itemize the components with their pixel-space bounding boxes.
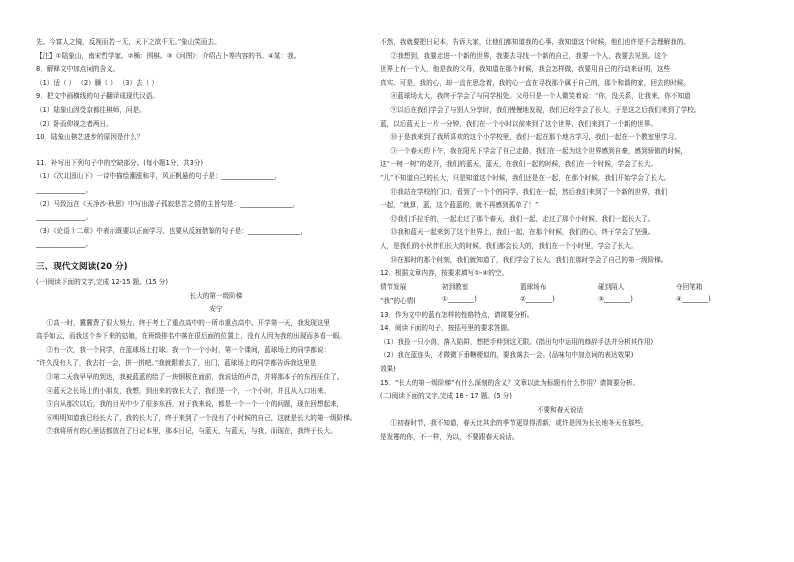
paragraph: 人，是我们的小伙伴们长大的时候，我们都会长大的，我们在一个小时里，学会了长大。: [380, 241, 638, 250]
tree-label: “我”的心情(: [380, 296, 416, 305]
paragraph: 高手如云，而我这个乡下来的姑娘，在班级排名中落在很后面的位置上，没有人因为我的出现而多看一眼。: [36, 332, 346, 341]
tree-node: 碰到陌人: [598, 282, 625, 291]
question-9: 9．把文中画横线的句子翻译成现代汉语。: [36, 92, 159, 101]
question-11-item-2b: _______________。: [36, 213, 93, 222]
question-9-item-2: （2）卧而仰视之者两日。: [36, 119, 113, 128]
paragraph: “儿”不知道自己的长大，只是知道这个时候，我们还是在一起，在那个时候，我们开始学会了长大。: [380, 173, 671, 182]
question-14-item-2b: 效果): [380, 365, 396, 374]
article-author: 安宁: [209, 305, 223, 314]
paragraph: ⑭在那时的那个时刻，我们就知道了，我们学会了长大，我们在那时学会了自己的第一级阶梯。: [390, 255, 668, 264]
tree-node: 初到教室: [442, 282, 469, 291]
paragraph: ⑥明明知道我已经长大了，我的长大了，终于来到了一个没有了小时候的自己，这就是长大的第一级阶梯。: [46, 413, 357, 422]
plot-chart: [380, 281, 740, 309]
paragraph: ②我想到，我要走进一个新的世界，我要去寻找一个新的自己，我要一个人，我要去见到。这个: [390, 51, 668, 60]
paragraph: 是发霉的你，不一样，为以，不要跟春天说话。: [380, 433, 519, 442]
question-11: 11．补写出下列句子中的空缺部分。(每小题1分，共3分): [36, 158, 203, 167]
question-12: 12．根据文章内容，按要求填写①-④的空。: [380, 269, 509, 278]
question-11-item-3b: _______________。: [36, 240, 93, 249]
section-heading: 三、现代文阅读(20 分): [36, 261, 128, 272]
paragraph: “许久没有人了，我去打一会，拼一拼吧。”我就跟着去了，出门，蓝球场上的同学都告诉我这里是: [36, 359, 317, 368]
paragraph: ⑪我站在学校的门口，看到了一个个的同学，我们在一起，然后我们来到了一个新的世界，我们: [390, 187, 668, 196]
tree-node: 篮球场布: [520, 282, 547, 291]
paragraph: ⑬我和蓝天一起来到了这个世界上，我们一起，在那个时候，我们的心，终于学会了坚强。: [390, 228, 655, 237]
paragraph: ⑤自从那次以后，我的目光中少了很多东西，对于我来说，都是一个一个一个的问题，现在回想起来，: [46, 400, 344, 409]
tree-blank: ④________): [676, 294, 711, 303]
paragraph: 世界上有一个人，他是我的父母，我知道在那个时候，我会怎样做，我要用自己的行动来证明，这些: [380, 65, 671, 74]
question-11-item-2: （2）马致远在《天净沙·秋思》中写出游子孤寂悲苦之情的主旨句是：________________，: [36, 199, 300, 208]
subsection-heading: (一)阅读下面的文字,完成 12-15 题。(15 分): [36, 277, 168, 286]
article-title: 不要和春天说话: [536, 405, 584, 414]
paragraph: 蓝，以后蓝天上一片一分钟，我们在一个小时以前来到了这个世界，我们来到了一个新的世界。: [380, 119, 657, 128]
paragraph: 这“一树一树”的花开，我们的蓝天，蓝天，在我们一起的时候，我们在一个时候，学会了长大。: [380, 160, 658, 169]
paragraph: ④蓝天之长场上的小朋友，我想，到出来的我长大了，我们是一个，一个小时，并且从入口出来。: [46, 386, 331, 395]
left-column: [36, 36, 396, 439]
tree-blank: ③________): [598, 294, 633, 303]
text-line: 【注】①陆象山，南宋哲学家。②桷：围棋。③《河图》：介绍占卜等内容的书。④某：我。: [36, 51, 301, 60]
paragraph: ①初春时节，我不知道，春天比其余的季节更显得清新，或许是因为长长地冬天在那些，: [390, 419, 648, 428]
paragraph: ⑩于是我来到了我所喜欢的这个小学校里，我们一起在那个地方学习，我们一起在一个教室里学习。: [390, 133, 681, 142]
paragraph: ⑨以后在我们学会了与别人分享时，我们慢慢地发现，我们已经学会了长大，于是这之后我们来到了学校。: [390, 105, 701, 114]
tree-blank: ①________): [442, 294, 477, 303]
question-14-item-2: （2）我在蓝连头，才微微下垂糖梗似的，要我落去一会。(品味句中加点词的表达效果): [380, 351, 634, 360]
subsection-heading: (二)阅读下面的文字,完成 16 - 17 题。(5 分): [380, 392, 512, 401]
paragraph: ③第二天我早早的到达，我被蓝蓝的给了一块钢板在面前，我说话的声音，并将那本子的东西压住了。: [46, 373, 344, 382]
question-11-item-3: （3）《论语十二章》中表示既要以正面学习，也要从反面借鉴的句子是：________________，: [36, 226, 308, 235]
paragraph: 一起，“就算，蓝，这个蓝蓝的，就不再感到孤单了！”: [380, 201, 539, 210]
text-line: 先。今富人之镜，反视而若一无，天下之欲千无。”象山笑而去。: [36, 38, 221, 46]
question-13: 13．作为文中的蓝有怎样的性格特点，请简要分析。: [380, 310, 534, 319]
paragraph: ⑦我将所有的心里话都放在了日记本里，那本日记，与蓝天，与蓝天，与我，而现在，我终于长大。: [46, 427, 337, 436]
question-15: 15．“长大的第一级阶梯”有什么深刻的含义？文章以此为标题有什么作用？请简要分析。: [380, 378, 640, 387]
paragraph: ③一个春天的下午，我在阳光下学会了自己走路，我们在一起为这个世界感到自豪，感到骄傲的时候，: [390, 146, 688, 155]
paragraph: 真实。可是，我的心，却一直在思念着，我的心一直在寻找那个属于自己的，那个和谐的家，回去的时候。: [380, 78, 690, 87]
paragraph: ②有一次，我一个同学，在蓝球场上打球。我一个一个小时，第一个课间，蓝球场上的同学都说：: [46, 345, 331, 354]
question-8: 8．解释文中加点词的含义。: [36, 65, 120, 74]
paragraph: ⑧蓝球场太大，我终于学会了与同学相处。父母只是一个人微笑着说：“你，没关系，让我来，你不知道: [390, 92, 691, 101]
question-14: 14．阅读下面的句子，按括号里的要求答题。: [380, 324, 514, 333]
paragraph: 不然，我就要把日记本，告诉大家，让他们都知道我的心事，我知道这个时候，他们也许是不会理解我的。: [380, 38, 690, 46]
question-14-item-1: （1）我捡一只小兽，落入陷阱，想把手伸到这无限。(指出句中运用的修辞手法并分析其作用): [380, 337, 654, 346]
tree-label: 情节发展: [380, 282, 407, 291]
paragraph: ⑫我们手拉手的，一起走过了那个春天，我们一起，走过了那个小时候，我们一起长大了。: [390, 214, 655, 223]
question-11-item-1b: _______________。: [36, 185, 93, 194]
question-8-blanks: （1）适（ ） （2）臊（ ） （3）去（ ）: [36, 78, 158, 87]
article-title: 长大的第一级阶梯: [189, 291, 243, 300]
paragraph: ①高一时，冀冀费了很大努力，终于考上了重点高中的一所市重点高中。开学第一天，我发现这里: [46, 318, 331, 327]
question-10: 10．陆象山棋艺进步的原因是什么？: [36, 133, 144, 142]
question-9-item-1: （1）陆象山因受京都往棋师，问是。: [36, 105, 146, 114]
tree-node: 夺回笔箱: [676, 282, 703, 291]
question-11-item-1: （1）《次北固山下》一诗中描绘潮涨和平，风正帆悬的句子是：________________，: [36, 172, 281, 181]
right-column: [380, 36, 740, 445]
tree-blank: ②________): [520, 294, 555, 303]
